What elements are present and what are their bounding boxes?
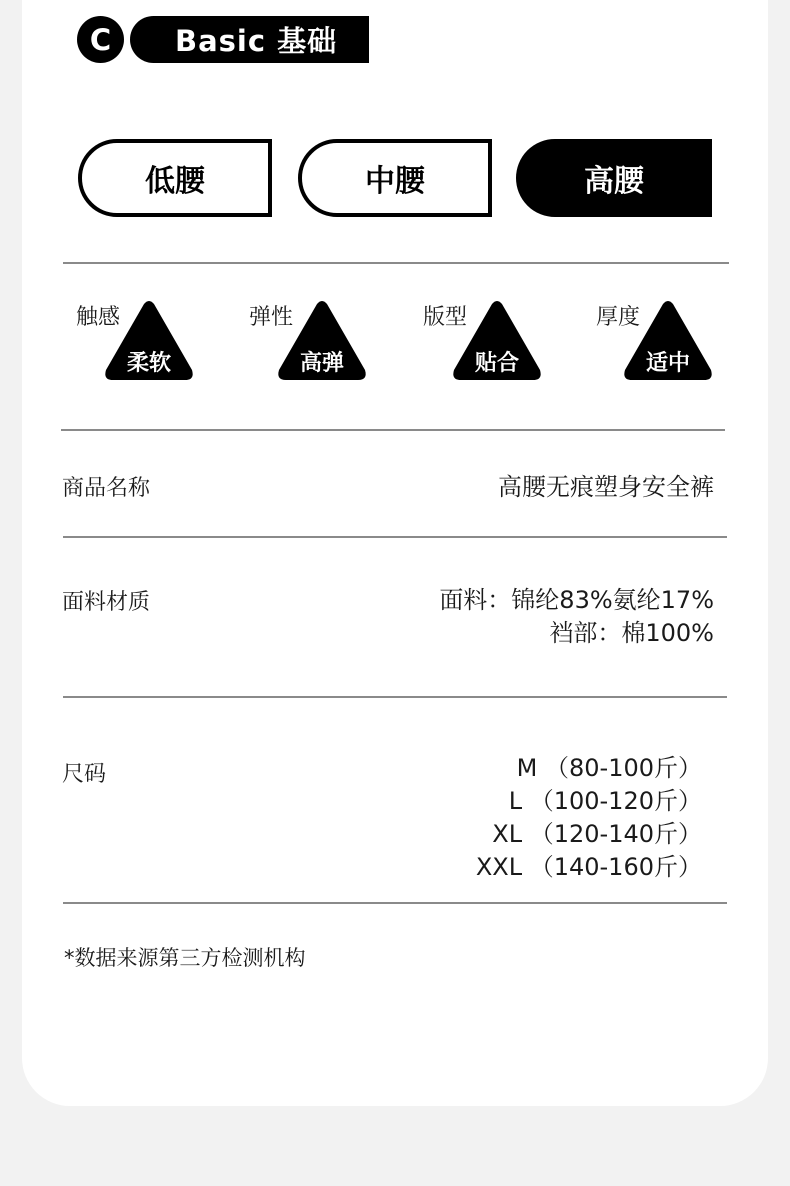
product-name-value: 高腰无痕塑身安全裤: [498, 473, 714, 501]
section-letter-badge: C: [77, 16, 124, 63]
data-source-footnote: *数据来源第三方检测机构: [64, 946, 306, 970]
size-line-m: M （80-100斤）: [516, 754, 702, 782]
material-value: [439, 584, 714, 650]
attr-triangle-fit: [451, 298, 543, 384]
material-fabric-line: 面料：锦纶83%氨纶17%: [439, 586, 714, 614]
attr-triangle-thickness: [622, 298, 714, 384]
size-line-l: L （100-120斤）: [508, 787, 702, 815]
attr-label-thickness: 厚度: [596, 305, 641, 330]
material-gusset-line: 裆部：棉100%: [549, 619, 714, 647]
waist-option-high-selected[interactable]: 高腰: [516, 139, 712, 217]
size-list: [476, 752, 702, 884]
divider: [63, 696, 727, 698]
divider: [63, 902, 727, 904]
attr-label-fit: 版型: [423, 305, 468, 330]
size-line-xxl: XXL （140-160斤）: [475, 853, 702, 881]
divider: [61, 429, 725, 431]
attr-label-elasticity: 弹性: [249, 305, 294, 330]
divider: [63, 262, 729, 264]
size-label: 尺码: [62, 762, 107, 787]
attr-value-thickness: 适中: [645, 351, 690, 376]
attr-value-fit: 贴合: [474, 351, 519, 376]
waist-option-mid[interactable]: 中腰: [298, 139, 492, 217]
attr-triangle-touch: [103, 298, 195, 384]
attr-label-touch: 触感: [76, 305, 121, 330]
attr-triangle-elasticity: [276, 298, 368, 384]
material-label: 面料材质: [62, 590, 151, 615]
product-name-label: 商品名称: [62, 476, 151, 501]
section-title: Basic 基础: [130, 16, 369, 63]
attr-value-touch: 柔软: [126, 351, 171, 376]
waist-option-low[interactable]: 低腰: [78, 139, 272, 217]
size-line-xl: XL （120-140斤）: [492, 820, 702, 848]
divider: [63, 536, 727, 538]
attr-value-elasticity: 高弹: [299, 351, 344, 376]
